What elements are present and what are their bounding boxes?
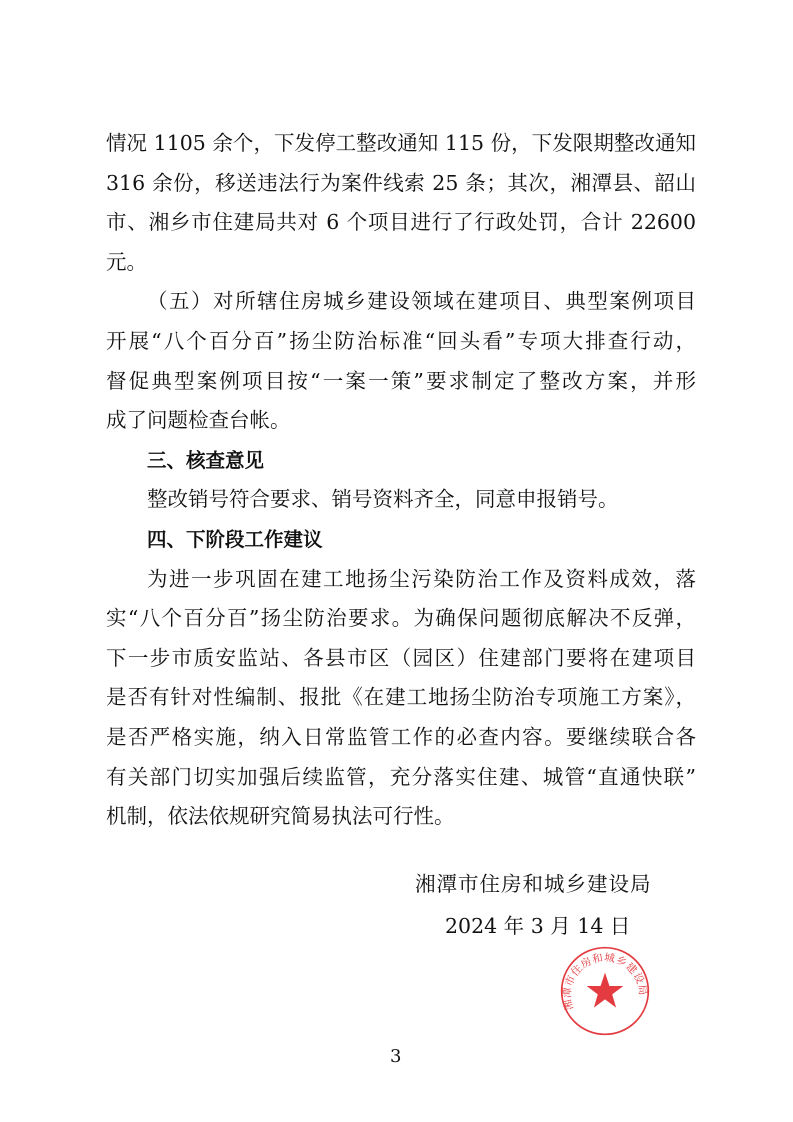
paragraph-line: 实“八个百分百”扬尘防治要求。为确保问题彻底解决不反弹，: [106, 606, 696, 631]
page-number: 3: [390, 1046, 402, 1067]
paragraph-line: 情况 1105 余个，下发停工整改通知 115 份，下发限期整改通知: [106, 131, 696, 155]
section-heading: 三、核查意见: [147, 448, 265, 472]
paragraph-line: 开展“八个百分百”扬尘防治标准“回头看”专项大排查行动，: [106, 328, 696, 353]
paragraph-line: 督促典型案例项目按“一案一策”要求制定了整改方案，并形: [106, 368, 696, 393]
paragraph-line: 元。: [106, 249, 147, 274]
official-seal-icon: [560, 946, 650, 1036]
svg-text:湘潭市住房和城乡建设局: 湘潭市住房和城乡建设局: [561, 951, 649, 1012]
paragraph-line: 316 余份，移送违法行为案件线索 25 条；其次，湘潭县、韶山: [106, 170, 696, 195]
paragraph-line: 是否严格实施，纳入日常监管工作的必查内容。要继续联合各: [106, 724, 696, 749]
section-heading: 四、下阶段工作建议: [147, 527, 323, 551]
paragraph-line: 为进一步巩固在建工地扬尘污染防治工作及资料成效，落: [147, 566, 696, 591]
paragraph-line: 市、湘乡市住建局共对 6 个项目进行了行政处罚，合计 22600: [106, 210, 696, 235]
paragraph-line: 成了问题检查台帐。: [106, 408, 291, 433]
signature-date: 2024 年 3 月 14 日: [445, 914, 631, 938]
signature-org: 湘潭市住房和城乡建设局: [415, 872, 652, 896]
paragraph-line: 整改销号符合要求、销号资料齐全，同意申报销号。: [147, 487, 619, 512]
paragraph-line: （五）对所辖住房城乡建设领域在建项目、典型案例项目: [147, 289, 696, 314]
paragraph-line: 下一步市质安监站、各县市区（园区）住建部门要将在建项目: [106, 645, 696, 670]
paragraph-line: 有关部门切实加强后续监管，充分落实住建、城管“直通快联”: [106, 764, 696, 789]
document-body: [106, 124, 696, 837]
paragraph-line: 机制，依法依规研究简易执法可行性。: [106, 804, 455, 829]
paragraph-line: 是否有针对性编制、报批《在建工地扬尘防治专项施工方案》，: [106, 685, 696, 710]
